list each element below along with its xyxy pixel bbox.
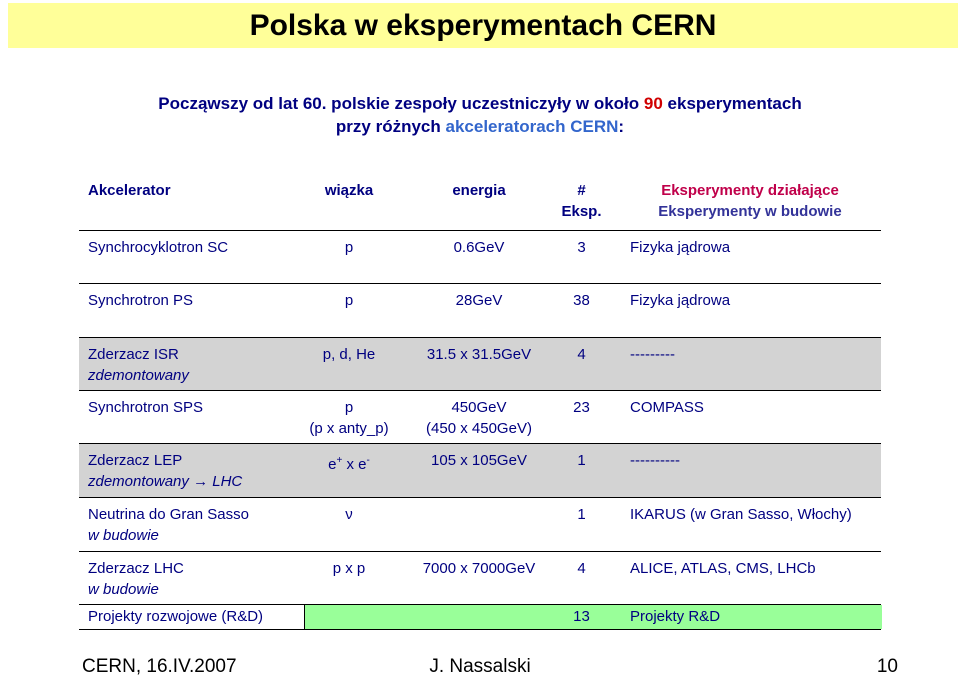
table-row	[79, 605, 881, 630]
minus-superscript-icon: -	[366, 455, 370, 466]
arrow-right-icon: →	[193, 473, 209, 490]
row-experiments: ---------	[630, 346, 675, 363]
header-exp-active: Eksperymenty działające	[661, 182, 839, 199]
footer-date: CERN, 16.IV.2007	[82, 656, 237, 677]
row-accelerator-cell	[88, 504, 249, 546]
experiments-table	[79, 170, 881, 630]
row-experiments: Projekty R&D	[630, 608, 721, 625]
row-accelerator: Synchrotron SPS	[88, 399, 204, 416]
header-count-line1: #	[577, 182, 586, 199]
row-energy-cell	[409, 397, 549, 439]
row-energy: 450GeV	[451, 399, 507, 416]
row-count: 4	[577, 560, 586, 577]
row-beam: p x p	[332, 560, 366, 577]
intro-text-1a: Począwszy od lat 60. polskie zespoły uczestniczyły w około	[158, 94, 644, 113]
footer-author: J. Nassalski	[429, 656, 531, 677]
row-experiments: Fizyka jądrowa	[630, 292, 731, 309]
row-energy: 31.5 x 31.5GeV	[426, 346, 532, 363]
row-energy-detail: (450 x 450GeV)	[426, 420, 532, 437]
row-accelerator-note: w budowie	[88, 527, 159, 544]
row-accelerator: Neutrina do Gran Sasso	[88, 506, 249, 523]
row-beam: p, d, He	[322, 346, 376, 363]
intro-number: 90	[643, 94, 663, 113]
header-accelerator: Akcelerator	[88, 182, 171, 199]
table-header	[79, 170, 881, 231]
row-beam-cell: e+ x e-	[328, 455, 370, 473]
row-accelerator-cell	[88, 344, 189, 386]
table-row	[79, 444, 881, 498]
row-accelerator: Projekty rozwojowe (R&D)	[88, 608, 264, 625]
page-title: Polska w eksperymentach CERN	[249, 8, 717, 42]
row-count: 38	[573, 292, 590, 309]
header-count-line2: Eksp.	[561, 203, 602, 220]
row-beam: e	[328, 456, 337, 473]
row-accelerator: Zderzacz LHC	[88, 560, 184, 577]
row-accelerator-note-line	[88, 471, 242, 492]
row-accelerator: Synchrotron PS	[88, 292, 194, 309]
plus-superscript-icon: +	[336, 455, 343, 466]
row-accelerator: Zderzacz ISR	[88, 346, 179, 363]
intro-text-1b: eksperymentach	[662, 94, 802, 113]
row-beam: p	[344, 239, 354, 256]
row-count: 1	[577, 506, 586, 523]
table-row	[79, 338, 881, 391]
intro-line-1	[0, 92, 960, 115]
row-beam-cell	[294, 397, 404, 439]
intro-text-2a: przy różnych	[335, 117, 446, 136]
row-energy: 7000 x 7000GeV	[422, 560, 536, 577]
row-accelerator-cell	[88, 558, 184, 600]
row-experiments: Fizyka jądrowa	[630, 239, 731, 256]
row-experiments: COMPASS	[630, 399, 704, 416]
row-beam: p	[344, 399, 354, 416]
header-energy: energia	[452, 182, 506, 199]
header-beam: wiązka	[324, 182, 374, 199]
row-count: 13	[573, 608, 590, 625]
row-count: 3	[577, 239, 586, 256]
row-experiments: ----------	[630, 452, 680, 469]
row-count: 1	[577, 452, 586, 469]
footer-page-number: 10	[876, 656, 898, 677]
row-experiments: IKARUS (w Gran Sasso, Włochy)	[630, 506, 852, 523]
intro-text-2c: :	[618, 117, 625, 136]
row-experiments: ALICE, ATLAS, CMS, LHCb	[630, 560, 816, 577]
table-row	[79, 284, 881, 338]
row-accelerator-note: zdemontowany	[88, 473, 189, 490]
row-energy: 105 x 105GeV	[431, 452, 527, 469]
table-row	[79, 231, 881, 284]
row-energy: 0.6GeV	[453, 239, 505, 256]
row-energy: 28GeV	[455, 292, 503, 309]
row-beam-2: e	[358, 456, 367, 473]
row-accelerator-note: w budowie	[88, 581, 159, 598]
header-experiments	[630, 180, 870, 222]
table-row	[79, 498, 881, 552]
row-count: 23	[573, 399, 590, 416]
row-beam-detail: (p x anty_p)	[309, 420, 389, 437]
row-accelerator: Zderzacz LEP	[88, 452, 183, 469]
header-count	[549, 180, 614, 222]
intro-line-2	[0, 115, 960, 138]
title-bar	[8, 3, 958, 48]
row-accelerator-successor: LHC	[212, 473, 243, 490]
intro-text	[0, 92, 960, 138]
row-accelerator: Synchrocyklotron SC	[88, 239, 229, 256]
row-accelerator-cell	[88, 450, 242, 492]
row-count: 4	[577, 346, 586, 363]
row-accelerator-note: zdemontowany	[88, 367, 189, 384]
intro-accelerators: akceleratorach CERN	[445, 117, 619, 136]
row-beam: ν	[345, 506, 353, 523]
table-row	[79, 391, 881, 444]
header-exp-build: Eksperymenty w budowie	[658, 203, 842, 220]
table-row	[79, 552, 881, 605]
row-beam: p	[344, 292, 354, 309]
